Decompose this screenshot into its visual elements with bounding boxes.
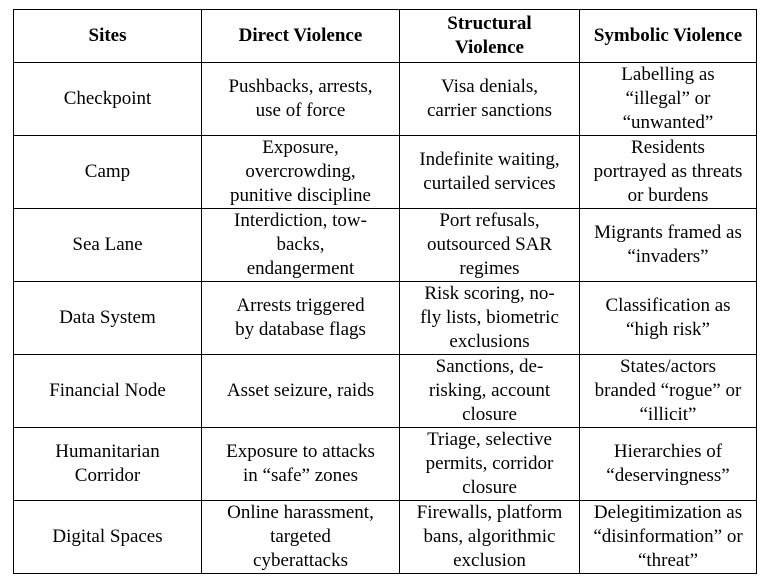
symbolic-violence-cell-line: Classification as <box>605 295 731 316</box>
header-structural-violence <box>400 10 580 63</box>
table-body <box>14 63 757 574</box>
direct-violence-cell-line: use of force <box>255 100 346 121</box>
symbolic-violence-cell-line: Residents <box>631 137 705 158</box>
direct-violence-cell-line: Interdiction, tow- <box>234 210 367 231</box>
direct-violence-cell-line: Online harassment, <box>227 502 374 523</box>
symbolic-violence-cell-line: “unwanted” <box>622 112 714 133</box>
direct-violence-cell-line: in “safe” zones <box>243 465 358 486</box>
symbolic-violence-cell <box>580 428 757 501</box>
symbolic-violence-cell-line: “threat” <box>637 550 699 571</box>
symbolic-violence-cell <box>580 209 757 282</box>
symbolic-violence-cell <box>580 355 757 428</box>
direct-violence-cell-line: Exposure, <box>262 137 339 158</box>
symbolic-violence-cell-line: Migrants framed as <box>594 222 742 243</box>
header-symbolic-line: Symbolic Violence <box>593 25 743 46</box>
header-structural-line-2: Violence <box>455 37 524 58</box>
site-cell-line: Sea Lane <box>72 234 143 255</box>
structural-violence-cell <box>400 63 580 136</box>
site-cell-line: Digital Spaces <box>52 526 163 547</box>
symbolic-violence-cell <box>580 63 757 136</box>
table-row <box>14 355 757 428</box>
direct-violence-cell-line: punitive discipline <box>230 185 371 206</box>
direct-violence-cell-line: backs, <box>276 234 325 255</box>
direct-violence-cell-line: Exposure to attacks <box>226 441 375 462</box>
structural-violence-cell <box>400 501 580 574</box>
direct-violence-cell <box>202 136 400 209</box>
structural-violence-cell-line: exclusions <box>449 331 530 352</box>
site-cell-line: Data System <box>59 307 156 328</box>
symbolic-violence-cell-line: or burdens <box>627 185 709 206</box>
header-direct-line: Direct Violence <box>238 25 363 46</box>
direct-violence-cell <box>202 501 400 574</box>
structural-violence-cell-line: closure <box>462 404 517 425</box>
symbolic-violence-cell <box>580 501 757 574</box>
structural-violence-cell <box>400 136 580 209</box>
direct-violence-cell-line: endangerment <box>246 258 355 279</box>
header-sites-line: Sites <box>88 25 127 46</box>
site-cell <box>14 428 202 501</box>
symbolic-violence-cell-line: “illegal” or <box>625 88 711 109</box>
site-cell <box>14 282 202 355</box>
structural-violence-cell <box>400 209 580 282</box>
symbolic-violence-cell-line: Delegitimization as <box>593 502 743 523</box>
symbolic-violence-cell-line: Hierarchies of <box>613 441 723 462</box>
structural-violence-cell-line: curtailed services <box>423 173 556 194</box>
header-sites <box>14 10 202 63</box>
symbolic-violence-cell-line: “deservingness” <box>606 465 730 486</box>
structural-violence-cell-line: Firewalls, platform <box>416 502 563 523</box>
structural-violence-cell <box>400 355 580 428</box>
structural-violence-cell-line: Port refusals, <box>439 210 540 231</box>
structural-violence-cell-line: bans, algorithmic <box>423 526 556 547</box>
header-row <box>14 10 757 63</box>
header-direct-violence <box>202 10 400 63</box>
table-row <box>14 136 757 209</box>
structural-violence-cell-line: Triage, selective <box>427 429 552 450</box>
table-row <box>14 63 757 136</box>
structural-violence-cell <box>400 428 580 501</box>
site-cell <box>14 209 202 282</box>
structural-violence-cell-line: exclusion <box>453 550 526 571</box>
direct-violence-cell-line: Arrests triggered <box>236 295 365 316</box>
structural-violence-cell-line: fly lists, biometric <box>420 307 559 328</box>
symbolic-violence-cell-line: branded “rogue” or <box>594 380 742 401</box>
site-cell <box>14 63 202 136</box>
symbolic-violence-cell-line: portrayed as threats <box>593 161 743 182</box>
site-cell-line: Corridor <box>74 465 141 486</box>
site-cell-line: Humanitarian <box>55 441 160 462</box>
site-cell <box>14 355 202 428</box>
structural-violence-cell-line: risking, account <box>428 380 551 401</box>
direct-violence-cell <box>202 282 400 355</box>
structural-violence-cell-line: closure <box>462 477 517 498</box>
symbolic-violence-cell-line: “illicit” <box>639 404 697 425</box>
structural-violence-cell-line: permits, corridor <box>425 453 554 474</box>
structural-violence-cell-line: regimes <box>459 258 520 279</box>
direct-violence-cell-line: Asset seizure, raids <box>226 380 375 401</box>
symbolic-violence-cell-line: “invaders” <box>627 246 709 267</box>
structural-violence-cell <box>400 282 580 355</box>
direct-violence-cell-line: overcrowding, <box>245 161 356 182</box>
symbolic-violence-cell-line: “disinformation” or <box>593 526 743 547</box>
structural-violence-cell-line: Sanctions, de- <box>435 356 544 377</box>
symbolic-violence-cell-line: “high risk” <box>626 319 710 340</box>
symbolic-violence-cell <box>580 282 757 355</box>
table-row <box>14 428 757 501</box>
structural-violence-cell-line: carrier sanctions <box>426 100 553 121</box>
direct-violence-cell <box>202 355 400 428</box>
structural-violence-cell-line: outsourced SAR <box>426 234 553 255</box>
symbolic-violence-cell-line: Labelling as <box>621 64 715 85</box>
direct-violence-cell <box>202 428 400 501</box>
structural-violence-cell-line: Indefinite waiting, <box>419 149 560 170</box>
site-cell <box>14 136 202 209</box>
direct-violence-cell-line: cyberattacks <box>253 550 348 571</box>
structural-violence-cell-line: Visa denials, <box>440 76 538 97</box>
direct-violence-cell <box>202 209 400 282</box>
header-structural-line-1: Structural <box>447 13 532 34</box>
direct-violence-cell <box>202 63 400 136</box>
symbolic-violence-cell <box>580 136 757 209</box>
site-cell-line: Camp <box>84 161 131 182</box>
table-row <box>14 209 757 282</box>
direct-violence-cell-line: targeted <box>270 526 331 547</box>
table-row <box>14 282 757 355</box>
violence-table <box>13 9 757 574</box>
structural-violence-cell-line: Risk scoring, no- <box>424 283 555 304</box>
symbolic-violence-cell-line: States/actors <box>619 356 717 377</box>
direct-violence-cell-line: by database flags <box>235 319 366 340</box>
table-row <box>14 501 757 574</box>
site-cell-line: Checkpoint <box>63 88 152 109</box>
site-cell <box>14 501 202 574</box>
direct-violence-cell-line: Pushbacks, arrests, <box>228 76 373 97</box>
site-cell-line: Financial Node <box>49 380 166 401</box>
header-symbolic-violence <box>580 10 757 63</box>
